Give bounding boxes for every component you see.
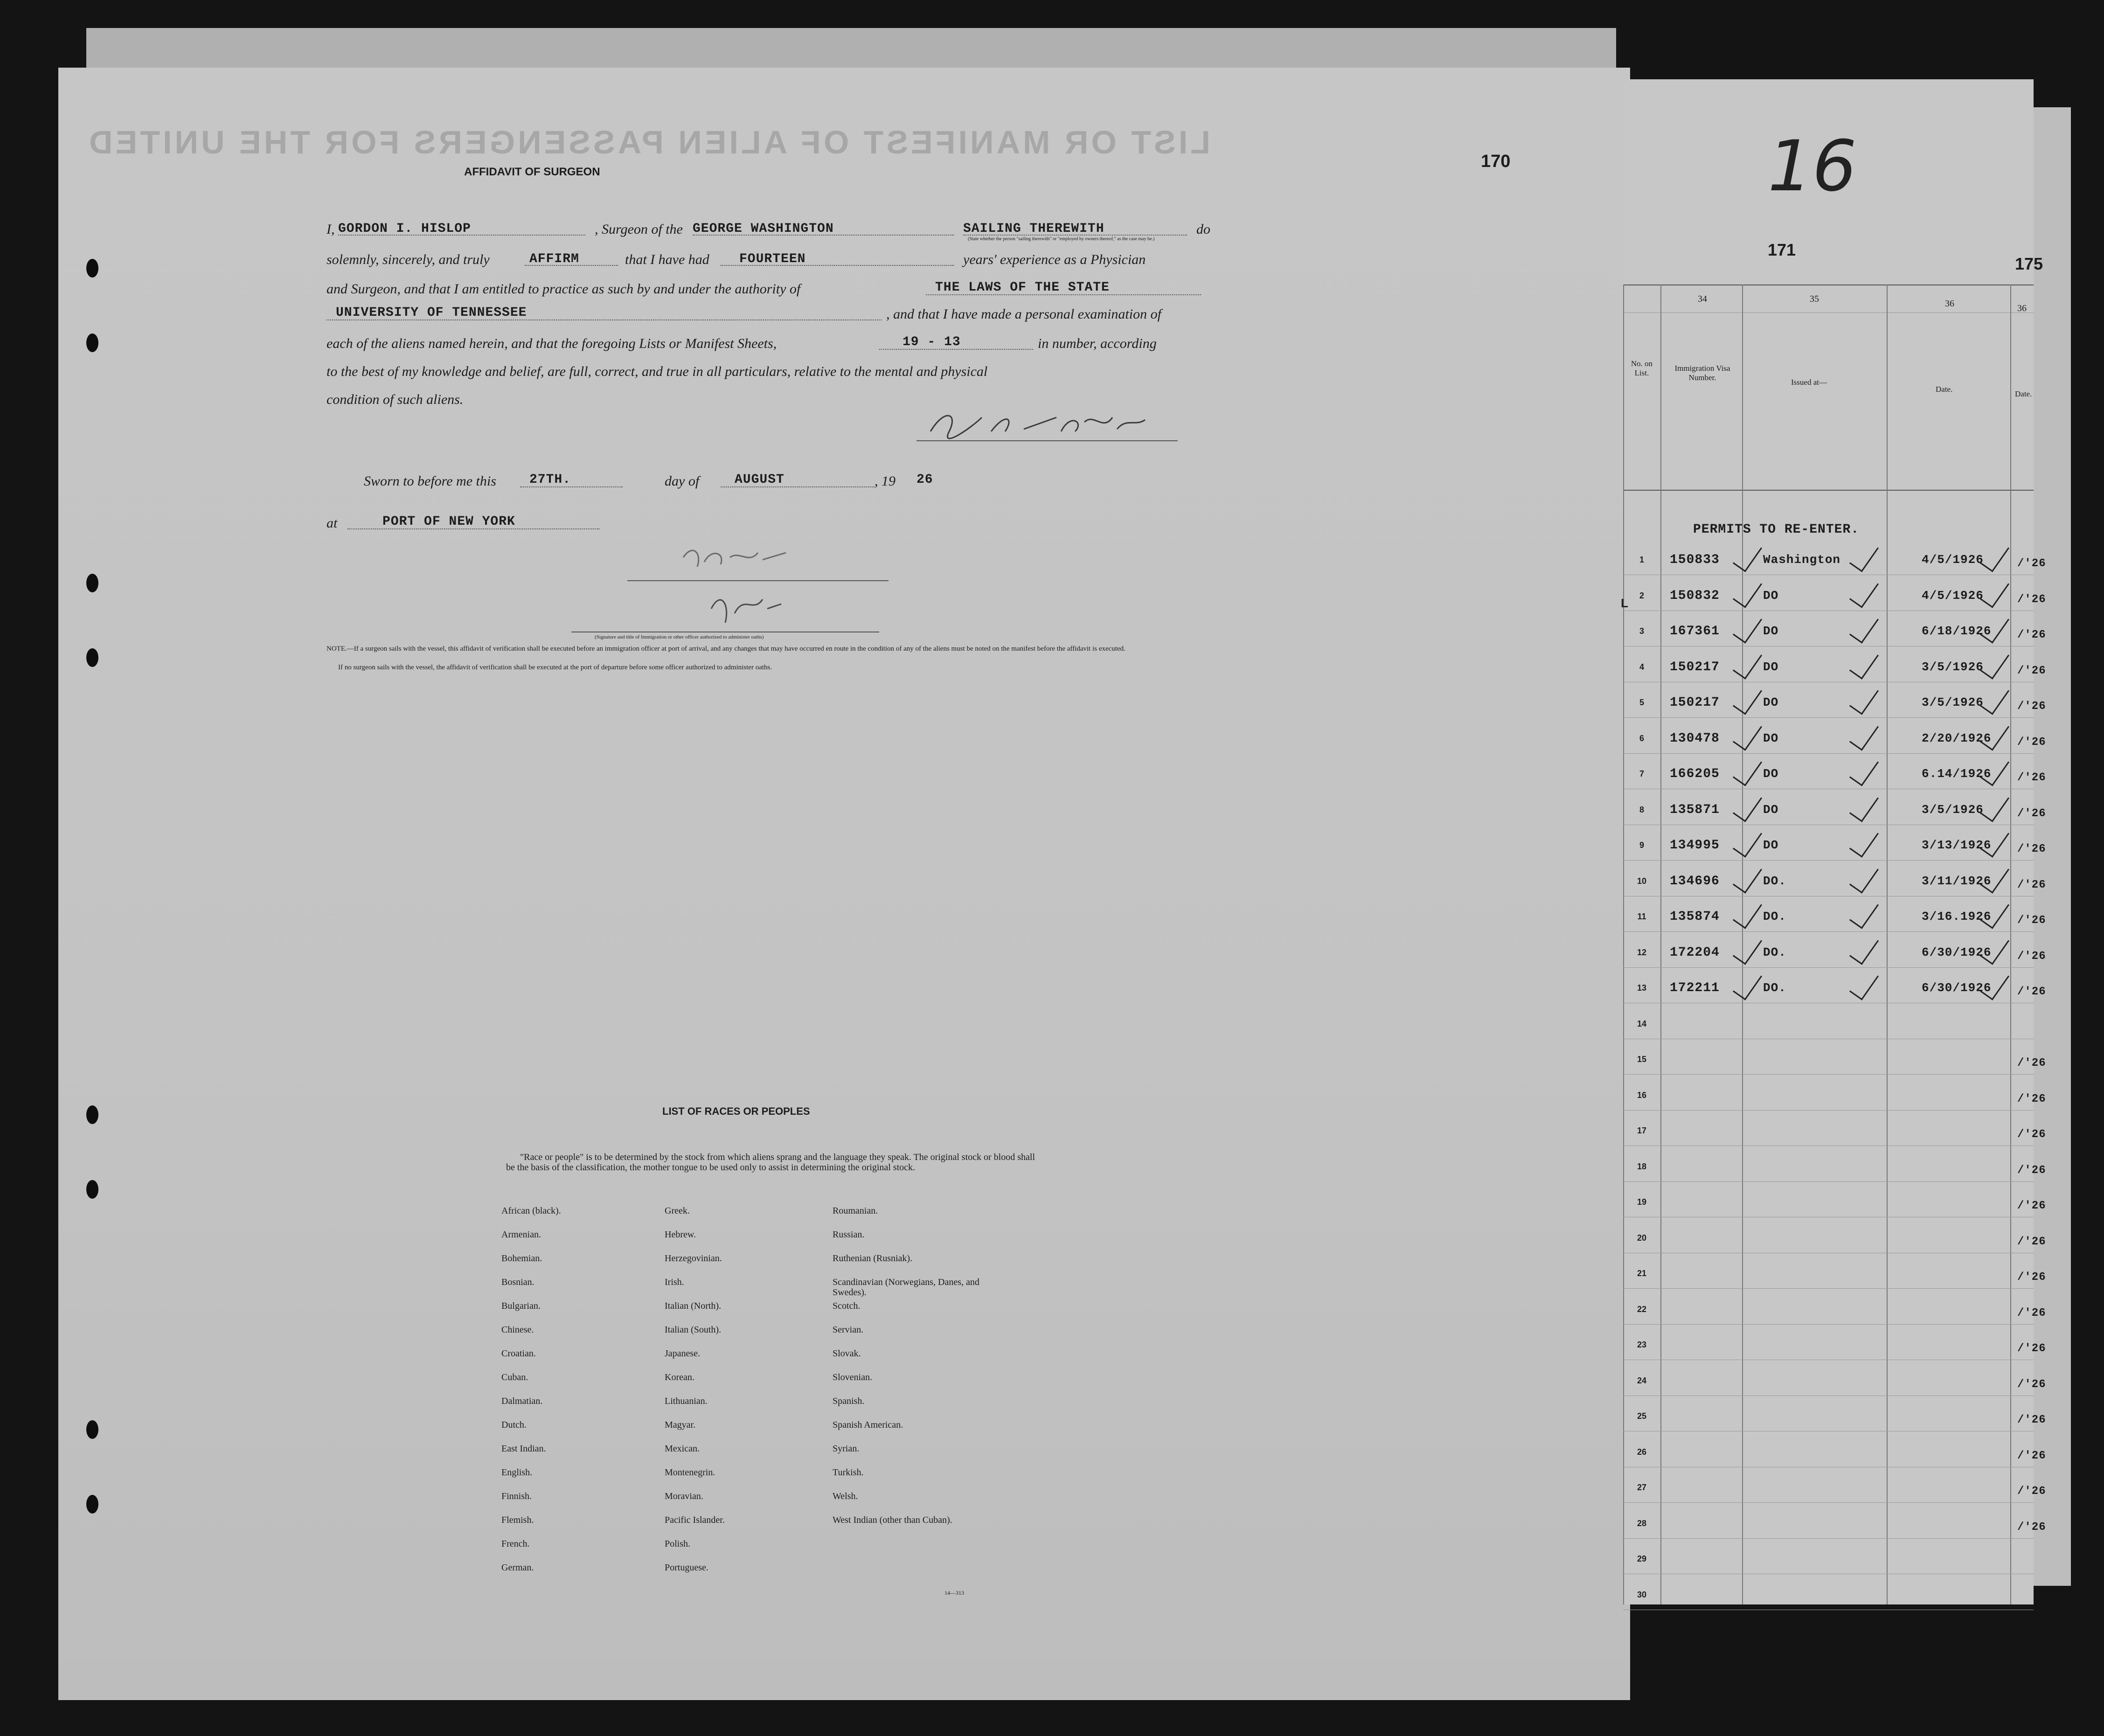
races-intro: "Race or people" is to be determined by the stock from which aliens sprang and the language they speak. The original stock or blood shall be the basis of the classification, the mother tongue to be used only to assist in determining the original stock. [506,1152,1035,1173]
permit-date-2: /'26 [2017,1521,2046,1534]
permit-date: 4/5/1926 [1922,553,1984,567]
row-number: 7 [1639,769,1644,778]
row-number: 12 [1637,947,1647,957]
ghost-title: LIST OR MANIFEST OF ALIEN PASSENGERS FOR THE UNITED [86,124,1210,160]
permit-date-2: /'26 [2017,736,2046,749]
issued-at: DO. [1763,945,1786,959]
affidavit-note: If no surgeon sails with the vessel, the affidavit of verification shall be executed at the port of departure before some officer authorized to administer oaths. [338,664,772,671]
visa-number: 134995 [1670,838,1720,853]
column-line [2010,285,2011,1604]
affidavit-text: , and that I have made a personal examination of [886,306,1161,322]
row-number: 25 [1637,1411,1647,1421]
check-mark [1849,611,1879,644]
row-number: 30 [1637,1590,1647,1599]
row-line [1623,1288,2034,1289]
permit-date: 4/5/1926 [1922,588,1984,603]
check-mark [1980,789,2009,822]
sheet-count: 19 - 13 [903,335,961,349]
sworn-year: 26 [917,472,933,487]
race-item: Bulgarian. [501,1301,541,1311]
permit-date-2: /'26 [2017,664,2046,677]
affidavit-text: that I have had [625,252,709,267]
underline [721,265,954,266]
underline [326,319,882,320]
affidavit-title: AFFIDAVIT OF SURGEON [464,166,600,178]
row-number: 21 [1637,1269,1647,1278]
authority-line-2: UNIVERSITY OF TENNESSEE [336,306,527,320]
permit-date-2: /'26 [2017,1200,2046,1212]
check-mark [1980,575,2009,608]
race-item: Polish. [665,1539,691,1549]
permit-date-2: /'26 [2017,1414,2046,1426]
row-number: 4 [1639,662,1644,672]
check-mark [1733,967,1762,1000]
column-number: 35 [1810,294,1819,304]
permit-date: 6/30/1926 [1922,981,1992,995]
race-item: Croatian. [501,1348,536,1359]
race-item: Italian (South). [665,1325,722,1335]
permit-date: 3/13/1926 [1922,838,1992,852]
underline [525,265,618,266]
sworn-text: day of [665,473,700,489]
affidavit-text: I, [326,222,335,237]
row-line [1623,1074,2034,1075]
visa-number: 150217 [1670,660,1720,674]
visa-number: 134696 [1670,874,1720,889]
ledger-sheet [1623,79,2046,1604]
race-item: Slovenian. [833,1372,872,1382]
permit-date-2: /'26 [2017,1057,2046,1069]
underline [693,235,954,236]
check-mark [1733,611,1762,644]
visa-number: 135871 [1670,802,1720,817]
header-issued-at: Issued at— [1791,378,1827,387]
row-number: 6 [1639,733,1644,743]
row-number: 8 [1639,805,1644,814]
race-item: Chinese. [501,1325,534,1335]
check-mark [1733,646,1762,680]
permit-date-2: /'26 [2017,1235,2046,1248]
race-item: Finnish. [501,1491,532,1501]
race-item: German. [501,1562,534,1573]
permit-date-2: /'26 [2017,914,2046,927]
row-number: 24 [1637,1375,1647,1385]
affidavit-text: to the best of my knowledge and belief, are full, correct, and true in all particulars, relative to the mental and physical [326,364,988,379]
permit-date: 3/16.1926 [1922,910,1992,924]
check-mark [1980,682,2009,715]
row-line [1623,967,2034,968]
race-item: Roumanian. [833,1206,878,1216]
affidavit-text: solemnly, sincerely, and truly [326,252,490,267]
permit-date-2: /'26 [2017,1306,2046,1319]
row-number: 13 [1637,983,1647,993]
permit-date: 6/30/1926 [1922,945,1992,959]
affidavit-text: in number, according [1038,336,1157,351]
permit-date-2: /'26 [2017,557,2046,570]
race-item: Servian. [833,1325,864,1335]
permit-date: 3/5/1926 [1922,802,1984,817]
race-item: French. [501,1539,530,1549]
margin-mark: L [1621,596,1628,610]
affirm-word: AFFIRM [529,252,579,266]
row-number: 17 [1637,1126,1647,1135]
punch-hole [86,1180,98,1199]
header-visa-number: Immigration Visa Number. [1674,364,1730,382]
issued-at: Washington [1763,553,1841,567]
visa-number: 150217 [1670,695,1720,710]
permit-date-2: /'26 [2017,1378,2046,1391]
punch-hole [86,648,98,667]
permit-date: 3/5/1926 [1922,660,1984,674]
row-number: 14 [1637,1019,1647,1028]
permit-date-2: /'26 [2017,1342,2046,1355]
affidavit-text: years' experience as a Physician [963,252,1146,267]
punch-hole [86,1105,98,1124]
surgeon-name: GORDON I. HISLOP [338,222,471,236]
visa-number: 150833 [1670,553,1720,567]
row-number: 3 [1639,626,1644,636]
race-item: Korean. [665,1372,694,1382]
row-number: 16 [1637,1090,1647,1100]
races-column-1 [501,1206,665,1586]
race-item: West Indian (other than Cuban). [833,1515,952,1525]
permit-date: 3/5/1926 [1922,695,1984,709]
race-item: Dutch. [501,1420,527,1430]
permit-date-2: /'26 [2017,700,2046,713]
check-mark [1980,646,2009,680]
sworn-place: PORT OF NEW YORK [382,514,515,529]
race-item: English. [501,1467,533,1478]
column-line [1660,285,1661,1604]
check-mark [1849,718,1879,751]
sworn-month: AUGUST [735,472,785,487]
handwritten-sheet-number: 16 [1768,126,1857,207]
check-mark [1849,932,1879,965]
race-item: Irish. [665,1277,684,1287]
race-item: Pacific Islander. [665,1515,725,1525]
column-line [1623,285,1624,1604]
check-mark [1849,575,1879,608]
permit-date-2: /'26 [2017,1271,2046,1284]
race-item: Bosnian. [501,1277,535,1287]
check-mark [1733,682,1762,715]
row-line [1623,1110,2034,1111]
race-item: Moravian. [665,1491,703,1501]
race-item: Italian (North). [665,1301,722,1311]
permit-date-2: /'26 [2017,986,2046,998]
row-number: 10 [1637,876,1647,886]
race-item: Magyar. [665,1420,696,1430]
race-item: Dalmatian. [501,1396,543,1406]
race-item: Ruthenian (Rusniak). [833,1253,913,1264]
visa-number: 167361 [1670,624,1720,639]
issued-at: DO. [1763,981,1786,995]
permit-date: 2/20/1926 [1922,731,1992,745]
underline [347,528,599,529]
row-number: 11 [1637,912,1646,921]
race-item: Armenian. [501,1229,541,1240]
underline [520,486,623,487]
permit-date-2: /'26 [2017,1128,2046,1141]
check-mark [1849,682,1879,715]
row-number: 18 [1637,1161,1647,1171]
race-item: African (black). [501,1206,561,1216]
affidavit-text: and Surgeon, and that I am entitled to practice as such by and under the authority of [326,281,801,297]
race-item: Scotch. [833,1301,861,1311]
sheet-number-far-right: 175 [2015,254,2043,273]
permit-date-2: /'26 [2017,878,2046,891]
row-number: 1 [1639,555,1644,564]
race-item: Welsh. [833,1491,858,1501]
permit-date-2: /'26 [2017,1164,2046,1177]
race-item: Spanish American. [833,1420,903,1430]
row-line [1623,1502,2034,1503]
permit-date-2: /'26 [2017,1485,2046,1498]
check-mark [1733,753,1762,786]
affidavit-sheet [58,68,1630,1700]
permit-date-2: /'26 [2017,1449,2046,1462]
issued-at: DO [1763,767,1779,781]
authority-line-1: THE LAWS OF THE STATE [935,280,1110,295]
header-no-on-list: No. on List. [1631,359,1653,377]
row-number: 29 [1637,1554,1647,1563]
race-item: Montenegrin. [665,1467,715,1478]
visa-number: 166205 [1670,767,1720,781]
sworn-text: at [326,515,338,531]
punch-hole [86,1495,98,1514]
issued-at: DO [1763,588,1779,603]
affidavit-text: each of the aliens named herein, and that the foregoing Lists or Manifest Sheets, [326,336,777,351]
check-mark [1849,539,1879,572]
surgeon-signature [917,403,1178,445]
issued-at: DO [1763,695,1779,709]
check-mark [1733,718,1762,751]
row-number: 9 [1639,840,1644,850]
races-column-2 [665,1206,833,1586]
years-experience: FOURTEEN [739,252,806,266]
sworn-text: , 19 [875,473,896,489]
sheet-number-left: 170 [1481,152,1511,171]
row-number: 28 [1637,1518,1647,1528]
row-number: 26 [1637,1447,1647,1457]
affidavit-text: do [1196,222,1210,237]
row-number: 23 [1637,1340,1647,1349]
row-number: 15 [1637,1055,1647,1064]
race-item: Syrian. [833,1444,860,1454]
check-mark [1849,967,1879,1000]
section-heading: PERMITS TO RE-ENTER. [1693,522,1860,537]
header-date-2: Date. [2015,389,2032,398]
permit-date-2: /'26 [2017,593,2046,606]
race-item: Spanish. [833,1396,865,1406]
race-item: Cuban. [501,1372,528,1382]
column-number: 36 [1945,299,1954,309]
visa-number: 172204 [1670,945,1720,960]
permit-date: 6/18/1926 [1922,624,1992,638]
check-mark [1733,896,1762,929]
vessel-name: GEORGE WASHINGTON [693,222,834,236]
officer-signature [571,539,898,651]
underline [338,235,585,236]
underline [963,235,1187,236]
race-item: Greek. [665,1206,690,1216]
permit-date-2: /'26 [2017,950,2046,963]
issued-at: DO [1763,660,1779,674]
race-item: Turkish. [833,1467,864,1478]
row-number: 5 [1639,698,1644,707]
column-line [1887,285,1888,1604]
sworn-day: 27TH. [529,472,571,487]
check-mark [1733,575,1762,608]
row-number: 22 [1637,1304,1647,1314]
header-date: Date. [1936,385,1953,394]
race-item: Flemish. [501,1515,534,1525]
column-number: 36 [2017,303,2027,313]
check-mark [1849,753,1879,786]
issued-at: DO. [1763,910,1786,924]
row-line [1623,1181,2034,1182]
punch-hole [86,259,98,278]
permit-date-2: /'26 [2017,771,2046,784]
row-line [1623,1324,2034,1325]
underline [926,294,1201,295]
sailing-status: SAILING THEREWITH [963,222,1104,236]
races-column-3 [833,1206,991,1539]
row-line [1623,753,2034,754]
form-number: 14—313 [944,1590,964,1596]
check-mark [1849,861,1879,894]
check-mark [1849,825,1879,858]
permit-date-2: /'26 [2017,1092,2046,1105]
visa-number: 130478 [1670,731,1720,746]
column-number: 34 [1698,294,1707,304]
visa-number: 172211 [1670,981,1720,995]
punch-hole [86,1420,98,1439]
permit-date-2: /'26 [2017,807,2046,820]
row-number: 19 [1637,1197,1647,1207]
row-line [1623,860,2034,861]
issued-at: DO. [1763,874,1786,888]
race-item: Mexican. [665,1444,700,1454]
affidavit-note: NOTE.—If a surgeon sails with the vessel, this affidavit of verification shall be executed before an immigration officer at port of arrival, and any changes that may have occurred en route in the condition of any of the aliens must be noted on the manifest before the affidavit is executed. [326,645,1125,653]
race-item: Hebrew. [665,1229,696,1240]
race-item: Bohemian. [501,1253,542,1264]
visa-number: 135874 [1670,910,1720,924]
issued-at: DO [1763,802,1779,817]
underline [879,349,1033,350]
row-number: 27 [1637,1483,1647,1492]
permit-date: 6.14/1926 [1922,767,1992,781]
race-item: Slovak. [833,1348,861,1359]
race-item: Lithuanian. [665,1396,708,1406]
visa-number: 150832 [1670,588,1720,603]
table-border [1623,312,2034,313]
issued-at: DO [1763,624,1779,638]
race-item: Scandinavian (Norwegians, Danes, and Swedes). [833,1277,979,1298]
row-number: 20 [1637,1233,1647,1243]
issued-at: DO [1763,731,1779,745]
check-mark [1980,539,2009,572]
row-number: 2 [1639,590,1644,600]
check-mark [1733,861,1762,894]
issued-at: DO [1763,838,1779,852]
races-title: LIST OF RACES OR PEOPLES [662,1105,810,1117]
permit-date-2: /'26 [2017,629,2046,641]
check-mark [1733,539,1762,572]
race-item: Japanese. [665,1348,701,1359]
sworn-text: Sworn to before me this [364,473,496,489]
race-item: Russian. [833,1229,865,1240]
row-line [1623,931,2034,932]
check-mark [1849,789,1879,822]
race-item: Portuguese. [665,1562,708,1573]
race-item: East Indian. [501,1444,546,1454]
affidavit-text: condition of such aliens. [326,392,464,407]
permit-date-2: /'26 [2017,843,2046,855]
check-mark [1849,646,1879,680]
check-mark [1733,825,1762,858]
table-border [1623,490,2034,491]
races-list [501,1206,991,1598]
punch-hole [86,333,98,352]
check-mark [1733,932,1762,965]
permit-date: 3/11/1926 [1922,874,1992,888]
punch-hole [86,574,98,592]
affidavit-text: , Surgeon of the [595,222,683,237]
sailing-note: (State whether the person "sailing therewith" or "employed by owners thereof," as the case may be.) [968,236,1155,242]
underline [721,486,875,487]
row-line [1623,717,2034,718]
signature-caption: (Signature and title of Immigration or other officer authorized to administer oaths) [595,634,764,640]
race-item: Herzegovinian. [665,1253,722,1264]
sheet-number-right: 171 [1768,240,1796,259]
check-mark [1733,789,1762,822]
check-mark [1849,896,1879,929]
row-line [1623,1538,2034,1539]
